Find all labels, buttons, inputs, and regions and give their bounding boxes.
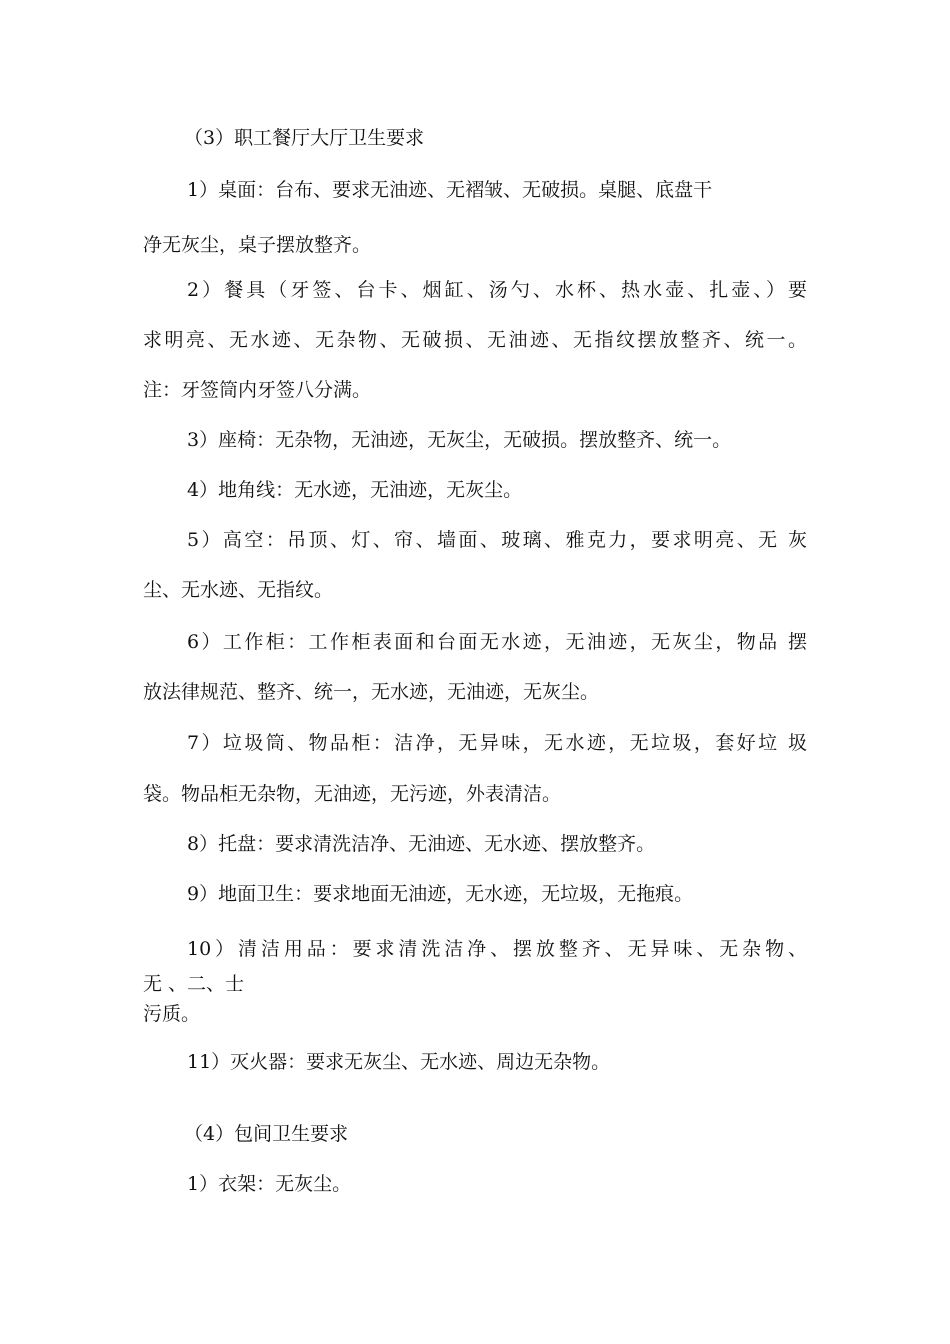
- item-6-line-2: 放法律规范、整齐、统一，无水迹，无油迹，无灰尘。: [143, 681, 600, 703]
- item-4-line-1: 4）地角线：无水迹，无油迹，无灰尘。: [187, 479, 523, 501]
- item-8-line-1: 8）托盘：要求清洗洁净、无油迹、无水迹、摆放整齐。: [187, 833, 656, 855]
- item-6-line-1: 6）工作柜：工作柜表面和台面无水迹，无油迹，无灰尘，物品 摆: [187, 631, 807, 653]
- item-5-line-1: 5）高空：吊顶、灯、帘、墙面、玻璃、雅克力，要求明亮、无 灰: [187, 529, 807, 551]
- item-9-line-1: 9）地面卫生：要求地面无油迹，无水迹，无垃圾，无拖痕。: [187, 883, 694, 905]
- item-10-line-2: 无 、二、士: [143, 973, 245, 995]
- item-1-line-1: 1）桌面：台布、要求无油迹、无褶皱、无破损。桌腿、底盘干: [187, 179, 713, 201]
- item-11-line-1: 11）灭火器：要求无灰尘、无水迹、周边无杂物。: [187, 1051, 611, 1073]
- section-heading-4: （4）包间卫生要求: [184, 1123, 349, 1145]
- item-3-line-1: 3）座椅：无杂物，无油迹，无灰尘，无破损。摆放整齐、统一。: [187, 429, 732, 451]
- item-10-line-3: 污质。: [143, 1003, 201, 1025]
- item-5-line-2: 尘、无水迹、无指纹。: [143, 579, 334, 601]
- item-1-line-2: 净无灰尘，桌子摆放整齐。: [143, 234, 372, 256]
- item-7-line-2: 袋。物品柜无杂物，无油迹，无污迹，外表清洁。: [143, 783, 562, 805]
- item-7-line-1: 7）垃圾筒、物品柜：洁净，无异味，无水迹，无垃圾，套好垃 圾: [187, 732, 807, 754]
- section-heading-3: （3）职工餐厅大厅卫生要求: [184, 127, 425, 149]
- item-2-line-2: 求明亮、无水迹、无杂物、无破损、无油迹、无指纹摆放整齐、统一。: [143, 329, 807, 351]
- item-2-line-1: 2）餐具（牙签、台卡、烟缸、汤勺、水杯、热水壶、扎壶、）要: [187, 279, 807, 301]
- item-10-line-1: 10）清洁用品：要求清洗洁净、摆放整齐、无异味、无杂物、: [187, 938, 807, 960]
- item-2-line-3: 注：牙签筒内牙签八分满。: [143, 379, 372, 401]
- section-4-item-1-line-1: 1）衣架：无灰尘。: [187, 1173, 352, 1195]
